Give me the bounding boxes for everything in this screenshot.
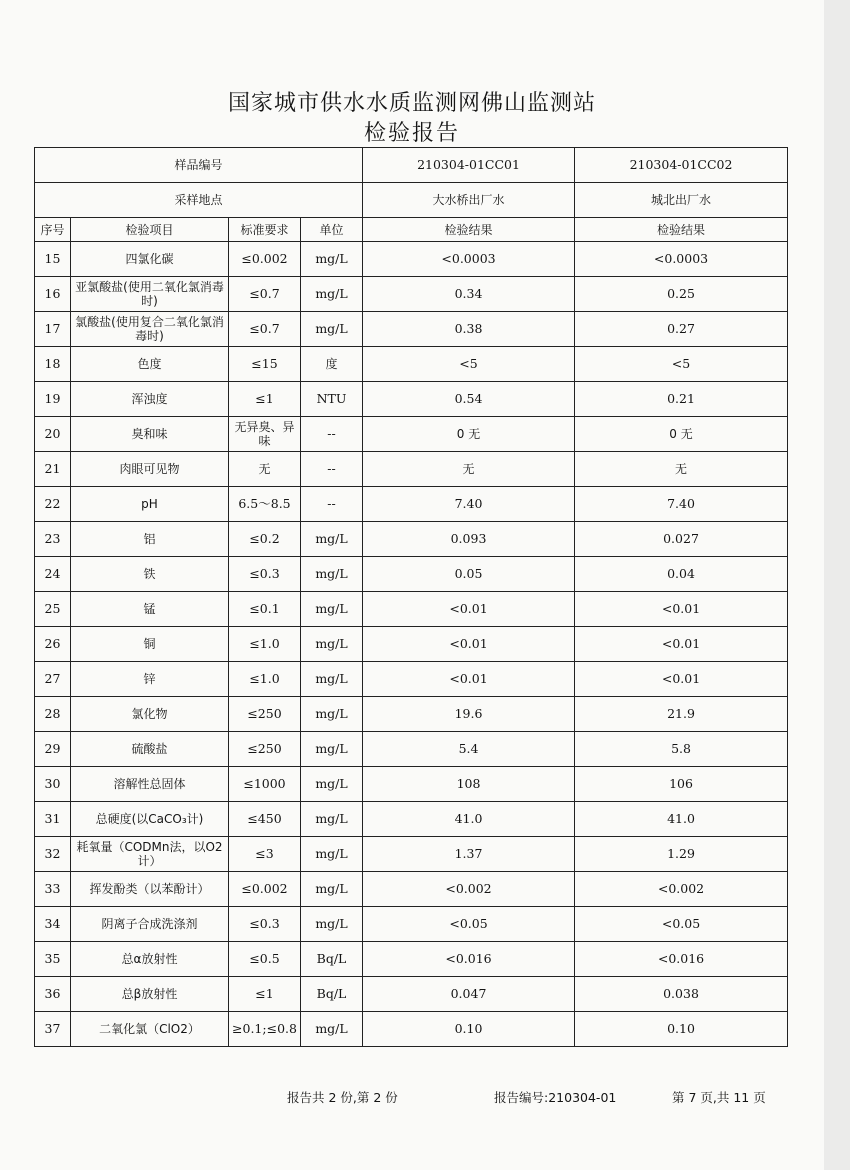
result-1: 0 无 — [363, 417, 575, 452]
col-header-item: 检验项目 — [71, 218, 229, 242]
standard-requirement: ≤0.002 — [229, 242, 301, 277]
row-number: 35 — [35, 942, 71, 977]
result-1: 41.0 — [363, 802, 575, 837]
results-table — [34, 147, 788, 1047]
result-1: <5 — [363, 347, 575, 382]
result-1: 7.40 — [363, 487, 575, 522]
unit: mg/L — [301, 1012, 363, 1047]
result-1: <0.002 — [363, 872, 575, 907]
row-number: 25 — [35, 592, 71, 627]
standard-requirement: ≤1 — [229, 977, 301, 1012]
table-row — [35, 487, 788, 522]
sampling-location-label: 采样地点 — [35, 183, 363, 218]
sample-number-2: 210304-01CC02 — [575, 148, 788, 183]
unit: mg/L — [301, 312, 363, 347]
unit: mg/L — [301, 767, 363, 802]
table-row — [35, 557, 788, 592]
standard-requirement: ≤0.1 — [229, 592, 301, 627]
report-subtitle: 检验报告 — [363, 121, 460, 146]
unit: mg/L — [301, 907, 363, 942]
standard-requirement: ≥0.1;≤0.8 — [229, 1012, 301, 1047]
result-2: <0.0003 — [575, 242, 788, 277]
standard-requirement: ≤0.2 — [229, 522, 301, 557]
unit: mg/L — [301, 242, 363, 277]
result-2: <0.01 — [575, 627, 788, 662]
result-2: 21.9 — [575, 697, 788, 732]
result-2: 0.10 — [575, 1012, 788, 1047]
result-2: <5 — [575, 347, 788, 382]
table-row — [35, 802, 788, 837]
row-number: 33 — [35, 872, 71, 907]
row-number: 23 — [35, 522, 71, 557]
table-row — [35, 312, 788, 347]
result-2: 106 — [575, 767, 788, 802]
col-header-standard: 标准要求 — [229, 218, 301, 242]
result-1: <0.01 — [363, 627, 575, 662]
unit: Bq/L — [301, 977, 363, 1012]
col-header-no: 序号 — [35, 218, 71, 242]
unit: -- — [301, 487, 363, 522]
standard-requirement: ≤3 — [229, 837, 301, 872]
result-1: <0.0003 — [363, 242, 575, 277]
col-header-result-2: 检验结果 — [575, 218, 788, 242]
result-2: <0.002 — [575, 872, 788, 907]
standard-requirement: ≤0.7 — [229, 277, 301, 312]
test-item: 臭和味 — [71, 417, 229, 452]
unit: -- — [301, 417, 363, 452]
row-number: 21 — [35, 452, 71, 487]
test-item: 锰 — [71, 592, 229, 627]
test-item: 铜 — [71, 627, 229, 662]
test-item: 铁 — [71, 557, 229, 592]
column-header-row — [35, 218, 788, 242]
test-item: 氯酸盐(使用复合二氧化氯消毒时) — [71, 312, 229, 347]
result-2: 7.40 — [575, 487, 788, 522]
sample-number-1: 210304-01CC01 — [363, 148, 575, 183]
standard-requirement: 无异臭、异味 — [229, 417, 301, 452]
result-1: 0.34 — [363, 277, 575, 312]
result-1: <0.05 — [363, 907, 575, 942]
unit: -- — [301, 452, 363, 487]
row-number: 32 — [35, 837, 71, 872]
standard-requirement: ≤450 — [229, 802, 301, 837]
unit: mg/L — [301, 697, 363, 732]
row-number: 27 — [35, 662, 71, 697]
unit: mg/L — [301, 872, 363, 907]
unit: mg/L — [301, 837, 363, 872]
table-row — [35, 347, 788, 382]
row-number: 34 — [35, 907, 71, 942]
table-row — [35, 592, 788, 627]
test-item: 溶解性总固体 — [71, 767, 229, 802]
test-item: 色度 — [71, 347, 229, 382]
standard-requirement: ≤15 — [229, 347, 301, 382]
row-number: 30 — [35, 767, 71, 802]
unit: mg/L — [301, 277, 363, 312]
result-1: 0.047 — [363, 977, 575, 1012]
test-item: 总α放射性 — [71, 942, 229, 977]
result-2: 0.027 — [575, 522, 788, 557]
table-row — [35, 767, 788, 802]
result-2: <0.01 — [575, 592, 788, 627]
result-1: 5.4 — [363, 732, 575, 767]
result-2: 0.038 — [575, 977, 788, 1012]
result-1: 0.38 — [363, 312, 575, 347]
row-number: 18 — [35, 347, 71, 382]
footer-copies: 报告共 2 份,第 2 份 — [287, 1090, 398, 1105]
row-number: 31 — [35, 802, 71, 837]
result-2: 0 无 — [575, 417, 788, 452]
table-row — [35, 662, 788, 697]
result-2: 0.25 — [575, 277, 788, 312]
result-2: 5.8 — [575, 732, 788, 767]
result-1: 0.10 — [363, 1012, 575, 1047]
test-item: 耗氧量（CODMn法，以O2计） — [71, 837, 229, 872]
standard-requirement: ≤0.5 — [229, 942, 301, 977]
test-item: 四氯化碳 — [71, 242, 229, 277]
row-number: 16 — [35, 277, 71, 312]
sampling-location-1: 大水桥出厂水 — [363, 183, 575, 218]
row-number: 19 — [35, 382, 71, 417]
test-item: 铝 — [71, 522, 229, 557]
test-item: 锌 — [71, 662, 229, 697]
result-2: 0.21 — [575, 382, 788, 417]
result-1: 19.6 — [363, 697, 575, 732]
result-2: <0.01 — [575, 662, 788, 697]
standard-requirement: ≤0.3 — [229, 907, 301, 942]
unit: mg/L — [301, 627, 363, 662]
test-item: 总β放射性 — [71, 977, 229, 1012]
unit: mg/L — [301, 557, 363, 592]
table-row — [35, 382, 788, 417]
test-item: 总硬度(以CaCO₃计) — [71, 802, 229, 837]
test-item: 挥发酚类（以苯酚计） — [71, 872, 229, 907]
result-1: <0.01 — [363, 662, 575, 697]
unit: 度 — [301, 347, 363, 382]
row-number: 15 — [35, 242, 71, 277]
standard-requirement: 6.5～8.5 — [229, 487, 301, 522]
result-2: 41.0 — [575, 802, 788, 837]
result-1: 0.54 — [363, 382, 575, 417]
row-number: 20 — [35, 417, 71, 452]
table-row — [35, 1012, 788, 1047]
footer-report-number: 报告编号:210304-01 — [494, 1090, 617, 1105]
table-row — [35, 837, 788, 872]
standard-requirement: ≤1.0 — [229, 627, 301, 662]
test-item: 二氧化氯（ClO2） — [71, 1012, 229, 1047]
test-item: 阴离子合成洗涤剂 — [71, 907, 229, 942]
result-2: 0.04 — [575, 557, 788, 592]
test-item: 肉眼可见物 — [71, 452, 229, 487]
table-row — [35, 732, 788, 767]
standard-requirement: ≤1000 — [229, 767, 301, 802]
sampling-location-row — [35, 183, 788, 218]
table-row — [35, 277, 788, 312]
result-1: 108 — [363, 767, 575, 802]
result-1: 0.05 — [363, 557, 575, 592]
row-number: 17 — [35, 312, 71, 347]
test-item: 浑浊度 — [71, 382, 229, 417]
result-1: 0.093 — [363, 522, 575, 557]
result-2: 1.29 — [575, 837, 788, 872]
standard-requirement: ≤0.7 — [229, 312, 301, 347]
unit: mg/L — [301, 592, 363, 627]
standard-requirement: ≤1 — [229, 382, 301, 417]
unit: NTU — [301, 382, 363, 417]
report-title: 国家城市供水水质监测网佛山监测站 — [227, 91, 596, 116]
table-row — [35, 977, 788, 1012]
row-number: 24 — [35, 557, 71, 592]
row-number: 26 — [35, 627, 71, 662]
table-row — [35, 522, 788, 557]
standard-requirement: ≤250 — [229, 697, 301, 732]
table-row — [35, 872, 788, 907]
table-row — [35, 417, 788, 452]
unit: mg/L — [301, 662, 363, 697]
result-1: 1.37 — [363, 837, 575, 872]
result-1: <0.016 — [363, 942, 575, 977]
unit: mg/L — [301, 732, 363, 767]
unit: Bq/L — [301, 942, 363, 977]
test-item: 氯化物 — [71, 697, 229, 732]
sampling-location-2: 城北出厂水 — [575, 183, 788, 218]
standard-requirement: ≤0.002 — [229, 872, 301, 907]
table-row — [35, 627, 788, 662]
col-header-result-1: 检验结果 — [363, 218, 575, 242]
row-number: 36 — [35, 977, 71, 1012]
row-number: 28 — [35, 697, 71, 732]
test-item: 硫酸盐 — [71, 732, 229, 767]
result-2: 无 — [575, 452, 788, 487]
table-row — [35, 697, 788, 732]
test-item: pH — [71, 487, 229, 522]
standard-requirement: ≤0.3 — [229, 557, 301, 592]
result-1: 无 — [363, 452, 575, 487]
footer-page-number: 第 7 页,共 11 页 — [672, 1090, 766, 1105]
sample-number-label: 样品编号 — [35, 148, 363, 183]
table-row — [35, 242, 788, 277]
table-row — [35, 907, 788, 942]
result-1: <0.01 — [363, 592, 575, 627]
col-header-unit: 单位 — [301, 218, 363, 242]
result-2: 0.27 — [575, 312, 788, 347]
unit: mg/L — [301, 802, 363, 837]
results-body — [35, 242, 788, 1047]
sample-number-row — [35, 148, 788, 183]
table-row — [35, 942, 788, 977]
standard-requirement: ≤250 — [229, 732, 301, 767]
table-row — [35, 452, 788, 487]
row-number: 22 — [35, 487, 71, 522]
row-number: 29 — [35, 732, 71, 767]
unit: mg/L — [301, 522, 363, 557]
standard-requirement: ≤1.0 — [229, 662, 301, 697]
result-2: <0.05 — [575, 907, 788, 942]
test-item: 亚氯酸盐(使用二氧化氯消毒时) — [71, 277, 229, 312]
scan-edge — [824, 0, 850, 1170]
row-number: 37 — [35, 1012, 71, 1047]
result-2: <0.016 — [575, 942, 788, 977]
standard-requirement: 无 — [229, 452, 301, 487]
